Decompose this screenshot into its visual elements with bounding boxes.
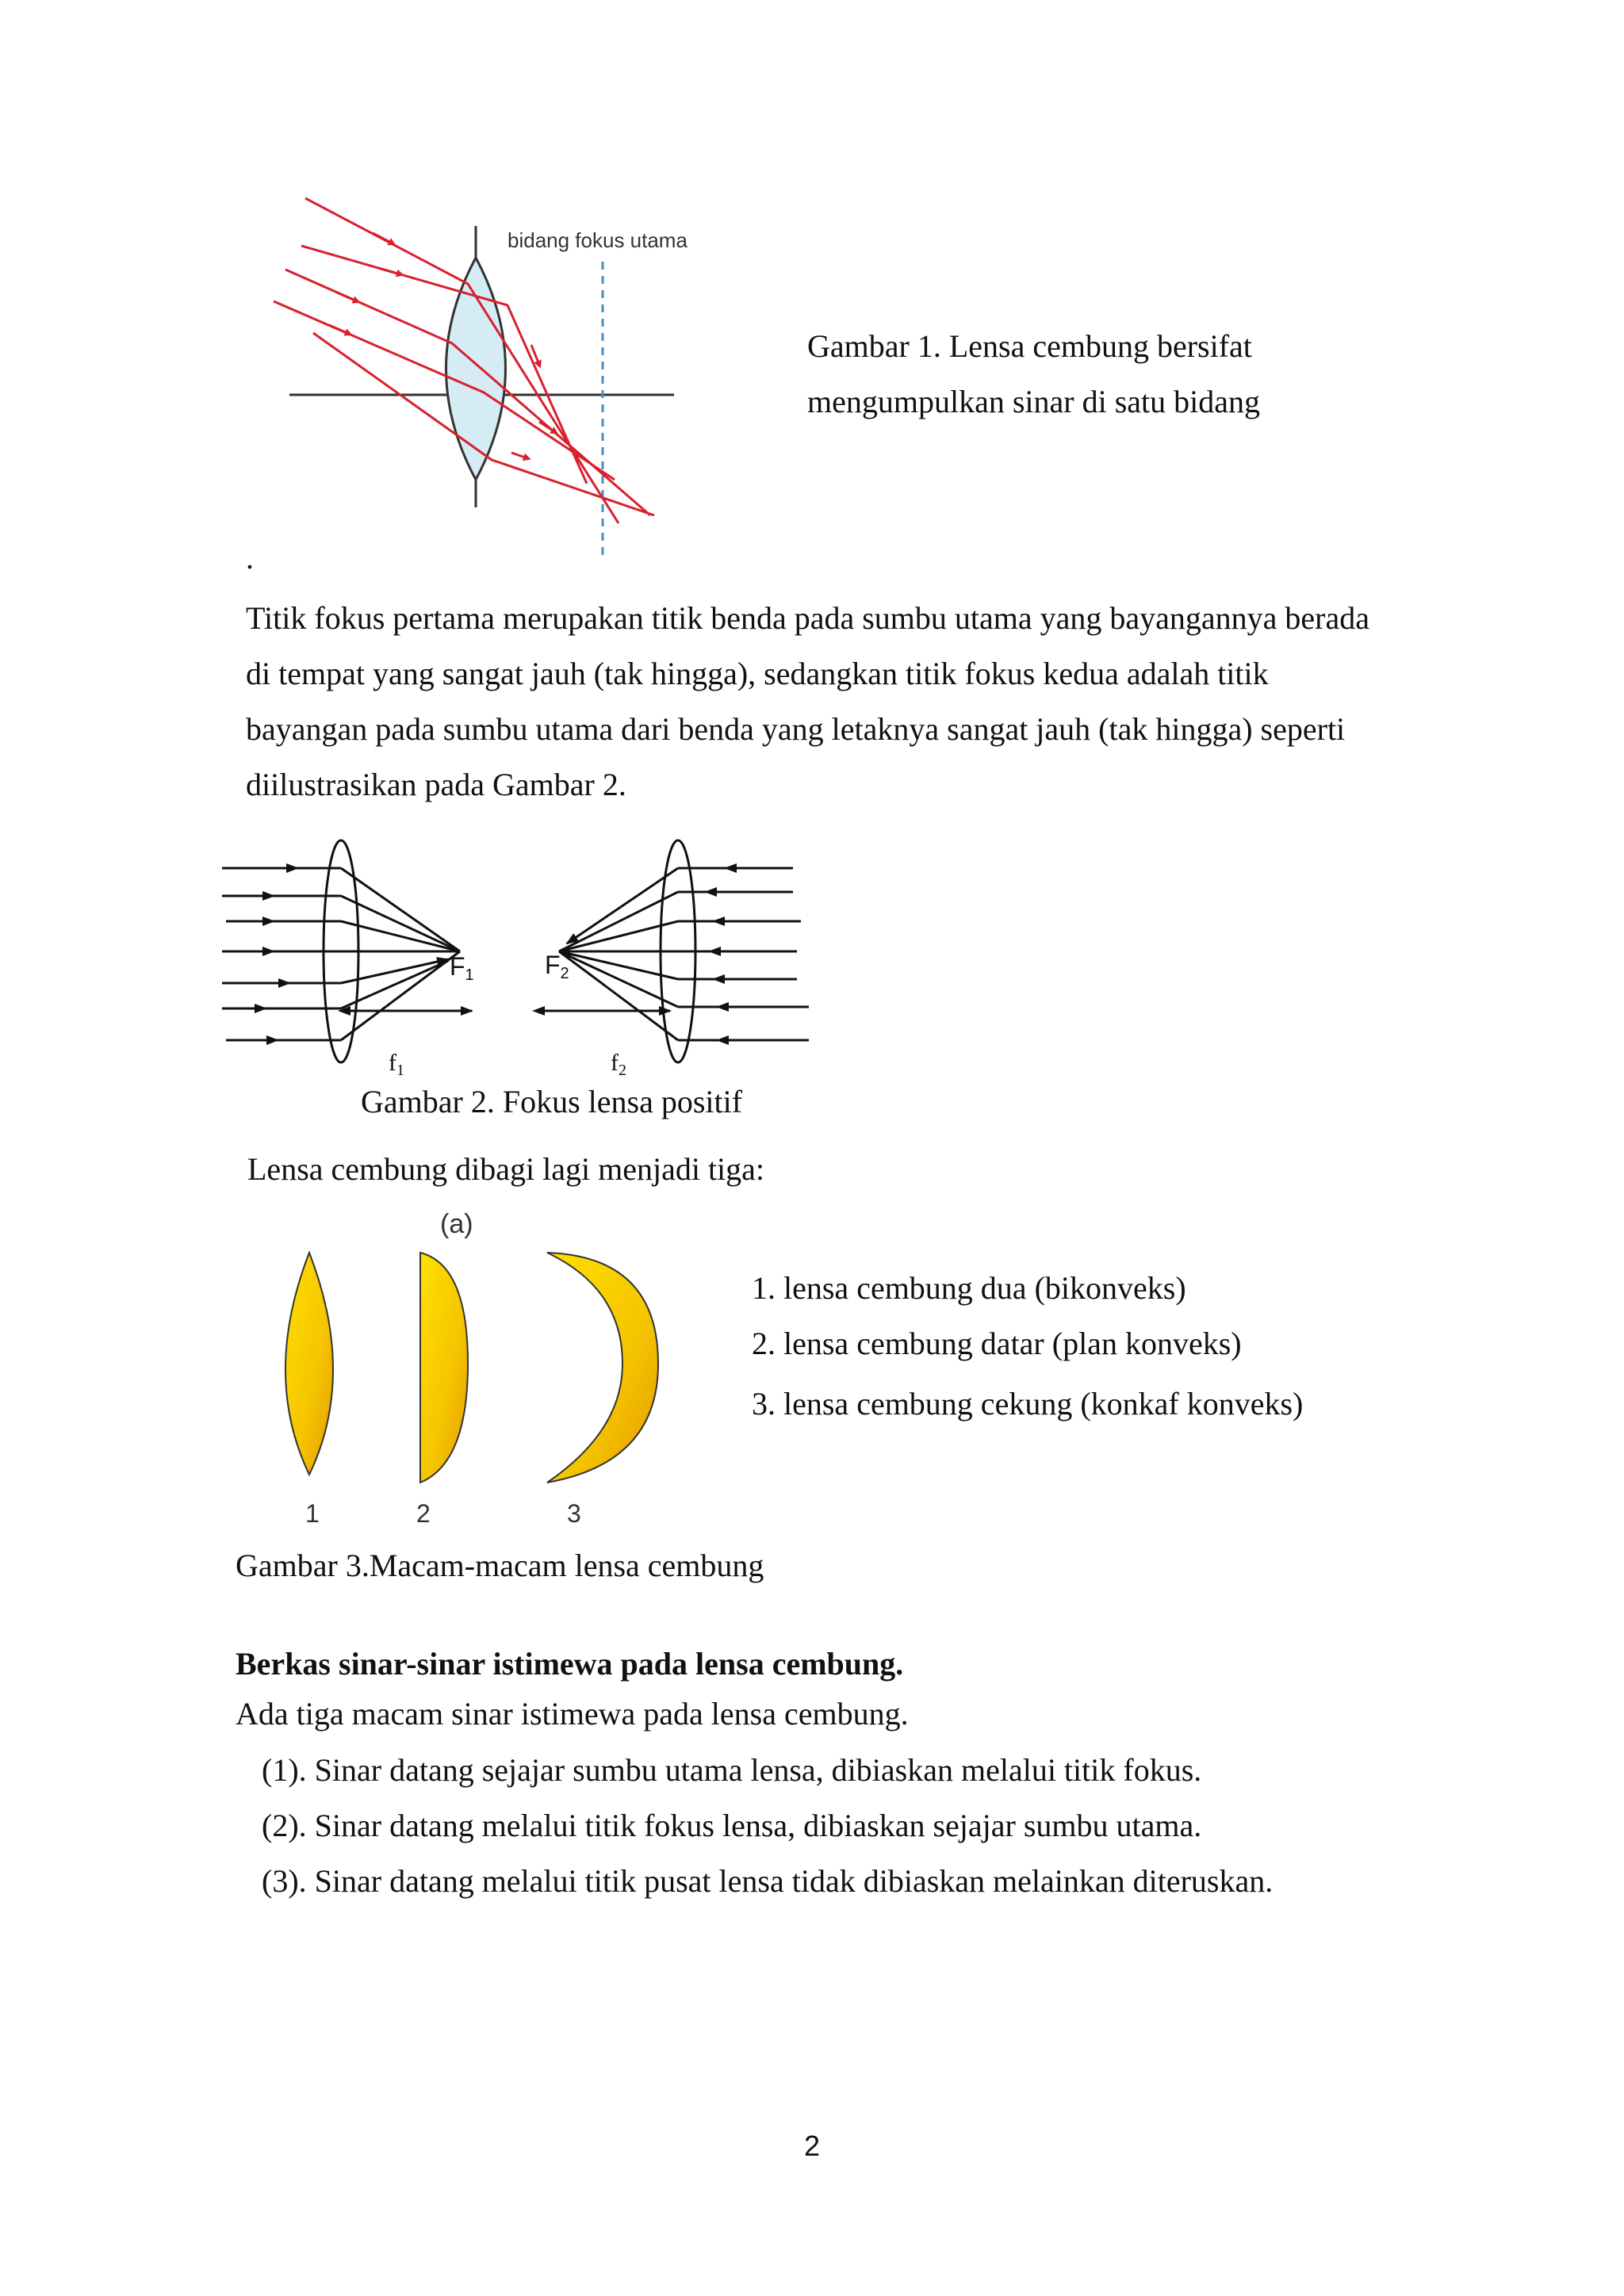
length-f1-label: $f_1$ — [389, 1050, 404, 1079]
lens-types-list — [752, 1261, 1303, 1432]
paragraph-line: diilustrasikan pada Gambar 2. — [246, 767, 626, 802]
list-item: 3. lensa cembung cekung (konkaf konveks) — [752, 1386, 1304, 1422]
lens-biconvex — [285, 1253, 333, 1475]
figure2-caption: Gambar 2. Fokus lensa positif — [361, 1084, 743, 1119]
list-item: (1). Sinar datang sejajar sumbu utama lensa, dibiaskan melalui titik fokus. — [262, 1752, 1202, 1788]
list-item: (2). Sinar datang melalui titik fokus lensa, dibiaskan sejajar sumbu utama. — [262, 1808, 1202, 1843]
point-f1-label: F1 — [450, 952, 474, 984]
figure1-diagram — [254, 174, 745, 571]
paragraph-line: di tempat yang sangat jauh (tak hingga), sedangkan titik fokus kedua adalah titik — [246, 656, 1269, 691]
figure1-caption-line2: mengumpulkan sinar di satu bidang — [807, 384, 1261, 419]
ray-4 — [274, 301, 615, 480]
point-f2-label: F2 — [545, 951, 569, 982]
page-number: 2 — [804, 2130, 821, 2162]
lens-number-1: 1 — [305, 1499, 320, 1528]
figure2-diagram — [218, 832, 821, 1079]
figure1-caption — [807, 319, 1362, 430]
list-item: 2. lensa cembung datar (plan konveks) — [752, 1326, 1242, 1361]
lens-types-intro: Lensa cembung dibagi lagi menjadi tiga: — [247, 1151, 765, 1187]
lens-concave-convex — [547, 1253, 658, 1483]
lens-number-2: 2 — [416, 1499, 431, 1528]
length-f2-label: $f_2$ — [611, 1050, 626, 1079]
ray-2 — [301, 246, 587, 484]
panel-label: (a) — [440, 1209, 473, 1239]
paragraph-focus-definition — [246, 591, 1404, 813]
paragraph-line: bayangan pada sumbu utama dari benda yang letaknya sangat jauh (tak hingga) seperti — [246, 711, 1346, 747]
section-intro: Ada tiga macam sinar istimewa pada lensa cembung. — [236, 1696, 909, 1732]
list-item: 1. lensa cembung dua (bikonveks) — [752, 1270, 1186, 1306]
paragraph-line: Titik fokus pertama merupakan titik benda pada sumbu utama yang bayangannya berada — [246, 600, 1369, 636]
lens-number-3: 3 — [567, 1499, 581, 1528]
section-heading: Berkas sinar-sinar istimewa pada lensa cembung. — [236, 1646, 904, 1682]
figure1-caption-line1: Gambar 1. Lensa cembung bersifat — [807, 328, 1252, 364]
figure3-caption: Gambar 3.Macam-macam lensa cembung — [236, 1548, 764, 1583]
figure3-diagram — [258, 1201, 702, 1534]
special-rays-list — [262, 1743, 1273, 1909]
stray-dot: . — [246, 540, 254, 576]
lens-plano-convex — [420, 1253, 468, 1483]
focal-plane-label: bidang fokus utama — [508, 228, 688, 252]
list-item: (3). Sinar datang melalui titik pusat lensa tidak dibiaskan melainkan diteruskan. — [262, 1863, 1274, 1899]
